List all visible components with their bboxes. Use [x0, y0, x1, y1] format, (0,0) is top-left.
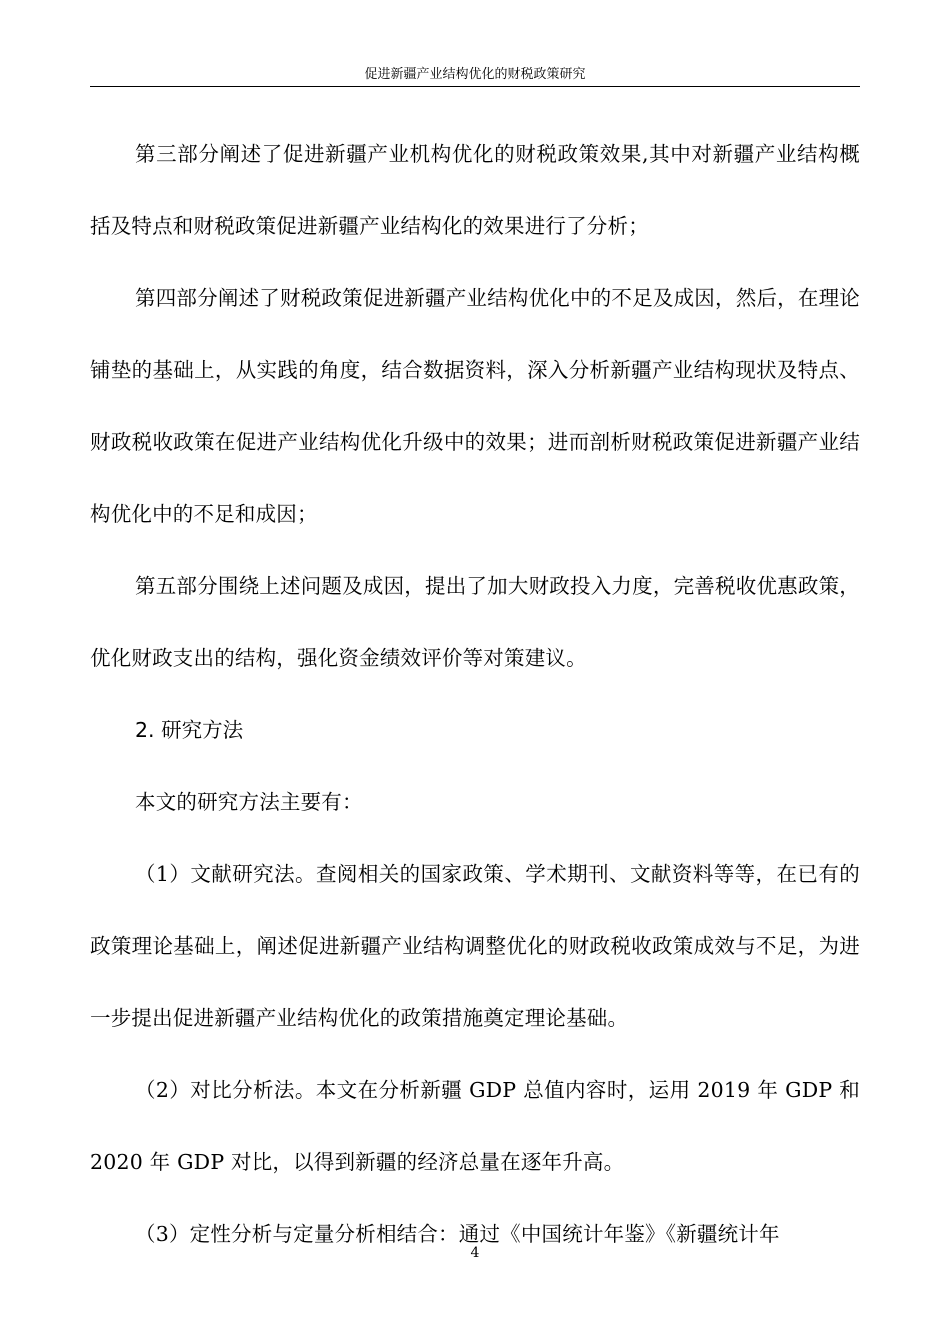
document-body [90, 118, 860, 1270]
section-heading: 2. 研究方法 [135, 718, 244, 742]
paragraph-part-three: 第三部分阐述了促进新疆产业机构优化的财税政策效果,其中对新疆产业结构概括及特点和财税政策促进新疆产业结构化的效果进行了分析； [90, 142, 860, 238]
paragraph-part-five: 第五部分围绕上述问题及成因，提出了加大财政投入力度，完善税收优惠政策，优化财政支出的结构，强化资金绩效评价等对策建议。 [90, 574, 860, 670]
paragraph-part-four: 第四部分阐述了财税政策促进新疆产业结构优化中的不足及成因，然后，在理论铺垫的基础上，从实践的角度，结合数据资料，深入分析新疆产业结构现状及特点、财政税收政策在促进产业结构优化升级中的效果；进而剖析财税政策促进新疆产业结构优化中的不足和成因； [90, 286, 860, 526]
method-item-literature: （1）文献研究法。查阅相关的国家政策、学术期刊、文献资料等等，在已有的政策理论基础上，阐述促进新疆产业结构调整优化的财政税收政策成效与不足，为进一步提出促进新疆产业结构优化的政策措施奠定理论基础。 [90, 862, 860, 1030]
method-item-comparison: （2）对比分析法。本文在分析新疆 GDP 总值内容时，运用 2019 年 GDP 和 2020 年 GDP 对比，以得到新疆的经济总量在逐年升高。 [90, 1078, 860, 1174]
methods-intro: 本文的研究方法主要有： [135, 790, 363, 814]
page-number: 4 [470, 1245, 480, 1261]
page-header: 促进新疆产业结构优化的财税政策研究 [90, 64, 860, 87]
method-item-qualitative-quantitative: （3）定性分析与定量分析相结合：通过《中国统计年鉴》《新疆统计年 [135, 1222, 780, 1246]
